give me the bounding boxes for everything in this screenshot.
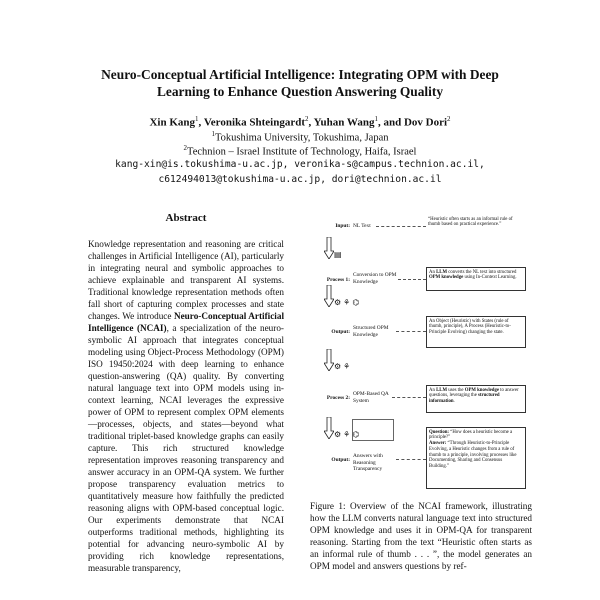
- process1-label: Conversion to OPM Knowledge: [353, 272, 397, 285]
- email-line-2: c612494013@tokushima-u.ac.jp, dori@technion.ac.il: [158, 174, 442, 185]
- box-text: to answer questions, leveraging the: [429, 387, 519, 399]
- connector-line: [396, 331, 426, 332]
- process1-stage-label: Process 1:: [326, 277, 350, 283]
- author-affiliation: 2: [305, 115, 309, 123]
- title-line-2: Learning to Enhance Question Answering Quality: [156, 84, 444, 99]
- author-affiliation: 1: [195, 115, 199, 123]
- box-bold: LLM: [436, 387, 447, 393]
- author-name: Veronika Shteingardt: [203, 116, 305, 129]
- box-text: using In-Context Learning.: [463, 275, 517, 281]
- box-bold: OPM knowledge: [429, 275, 464, 281]
- author-affiliation: 2: [447, 115, 451, 123]
- affiliation-2: [40, 144, 560, 158]
- affiliation-number: 1: [211, 130, 215, 138]
- document-icon: ▤: [334, 250, 342, 259]
- model-icon: ⚙ ⚘ ⌬: [334, 298, 360, 307]
- author-list: [40, 115, 560, 129]
- final-output-stage-label: Output:: [331, 457, 350, 463]
- author-name: Dov Dori: [403, 116, 448, 129]
- qa-example-box: [426, 427, 526, 489]
- connector-line: [392, 397, 426, 398]
- output-stage-label: Output:: [331, 329, 350, 335]
- process1-description-box: [426, 267, 526, 291]
- input-quote-box: “Heuristic often starts as an informal rule of thumb based on practical experience.”: [426, 215, 526, 241]
- box-text: An: [429, 269, 437, 275]
- box-bold: LLM: [436, 269, 447, 275]
- affiliation-text: Tokushima University, Tokushima, Japan: [214, 132, 389, 144]
- answer-label: Answer:: [429, 441, 447, 447]
- email-list: [40, 157, 560, 187]
- box-bold: structured information: [429, 393, 500, 405]
- author-separator: , and: [377, 116, 404, 129]
- down-arrow-icon: [324, 285, 334, 307]
- connector-line: [396, 459, 426, 460]
- box-text: converts the NL text into structured: [447, 269, 517, 275]
- input-label: NL Text: [353, 223, 371, 229]
- abstract-text: Knowledge representation and reasoning are critical challenges in Artificial Intelligence (AI), particularly in integrating neural and symbolic approaches to achieve explainable and transparent AI systems. Traditional knowledge representation methods often fall short of capturing complex processes and state changes. We introduce: [88, 239, 284, 321]
- author-name: Yuhan Wang: [313, 116, 375, 129]
- author-affiliation: 1: [374, 115, 378, 123]
- connector-line: [398, 279, 426, 280]
- final-output-label: Answers with Reasoning Transparency: [353, 453, 383, 472]
- process2-stage-label: Process 2:: [326, 395, 350, 401]
- box-bold: OPM knowledge: [464, 387, 499, 393]
- paper-title: [40, 66, 560, 100]
- box-text: An: [429, 387, 437, 393]
- model-icon: ⚙ ⚘ ⌬: [334, 430, 360, 439]
- author-name: Xin Kang: [149, 116, 196, 129]
- output-description-box: An Object (Heuristic) with States (rule of thumb, principle), A Process (Heuristic-to-Principle Evolving) changing the state.: [426, 316, 526, 348]
- affiliation-number: 2: [183, 144, 188, 152]
- abstract-text-rest: , a specialization of the neuro-symbolic AI approach that integrates conceptual modeling using Object-Process Methodology (OPM) ISO 19450:2024 with deep learning to enhance question-answering (QA) quality. By converting natural language text into OPM models using in-context learning, NCAI leverages the expressive power of OPM to represent complex OPM elements—processes, objects, and states—beyond what traditional triplet-based knowledge graphs can easily capture. This rich structured knowledge representation improves reasoning transparency and answer accuracy in an OPM-QA system. We further propose transparency evaluation metrics to quantitatively measure how faithfully the predicted reasoning aligns with OPM-based conceptual logic. Our experiments demonstrate that NCAI outperforms traditional methods, highlighting its potential for advancing neuro-symbolic AI by providing rich knowledge representations, measurable transparency,: [88, 323, 284, 573]
- abstract-emphasis: Neuro-Conceptual Artificial Intelligence (NCAI): [88, 311, 284, 333]
- input-stage-label: Input:: [335, 223, 350, 229]
- question-text: “How does a heuristic become a principle?”: [429, 429, 513, 441]
- box-text: .: [453, 399, 455, 405]
- affiliation-text: Technion – Israel Institute of Technology, Haifa, Israel: [187, 146, 417, 158]
- question-label: Question:: [429, 429, 449, 435]
- down-arrow-icon: [324, 349, 334, 371]
- author-separator: ,: [198, 116, 204, 129]
- author-separator: ,: [308, 116, 314, 129]
- down-arrow-icon: [324, 417, 334, 439]
- process2-label: OPM-Based QA System: [353, 391, 389, 404]
- title-line-1: Neuro-Conceptual Artificial Intelligence: Integrating OPM with Deep: [101, 67, 499, 82]
- abstract-body: [88, 238, 284, 574]
- output-label: Structured OPM Knowledge: [353, 325, 389, 338]
- model-icon: ⚙ ⚘: [334, 362, 351, 371]
- connector-line: [376, 226, 426, 227]
- email-line-1: kang-xin@is.tokushima-u.ac.jp, veronika-s@campus.technion.ac.il,: [115, 159, 485, 170]
- answer-text: “Through Heuristic-to-Principle Evolving, a Heuristic changes from a rule of thumb to a principle, involving processes like Documenting, Sharing and Consensus Building.”: [429, 441, 517, 470]
- process2-description-box: [426, 385, 526, 413]
- abstract-heading: Abstract: [165, 212, 207, 224]
- affiliation-1: [40, 130, 560, 144]
- ncai-framework-figure: [310, 215, 532, 493]
- down-arrow-icon: [324, 237, 334, 259]
- figure-caption: Figure 1: Overview of the NCAI framework, illustrating how the LLM converts natural language text into structured OPM knowledge and uses it in OPM-QA for transparent reasoning. Starting from the text “Heuristic often starts as an informal rule of thumb . . . ”, the model generates an OPM model and answers questions by ref-: [310, 501, 532, 571]
- box-text: uses the: [447, 387, 465, 393]
